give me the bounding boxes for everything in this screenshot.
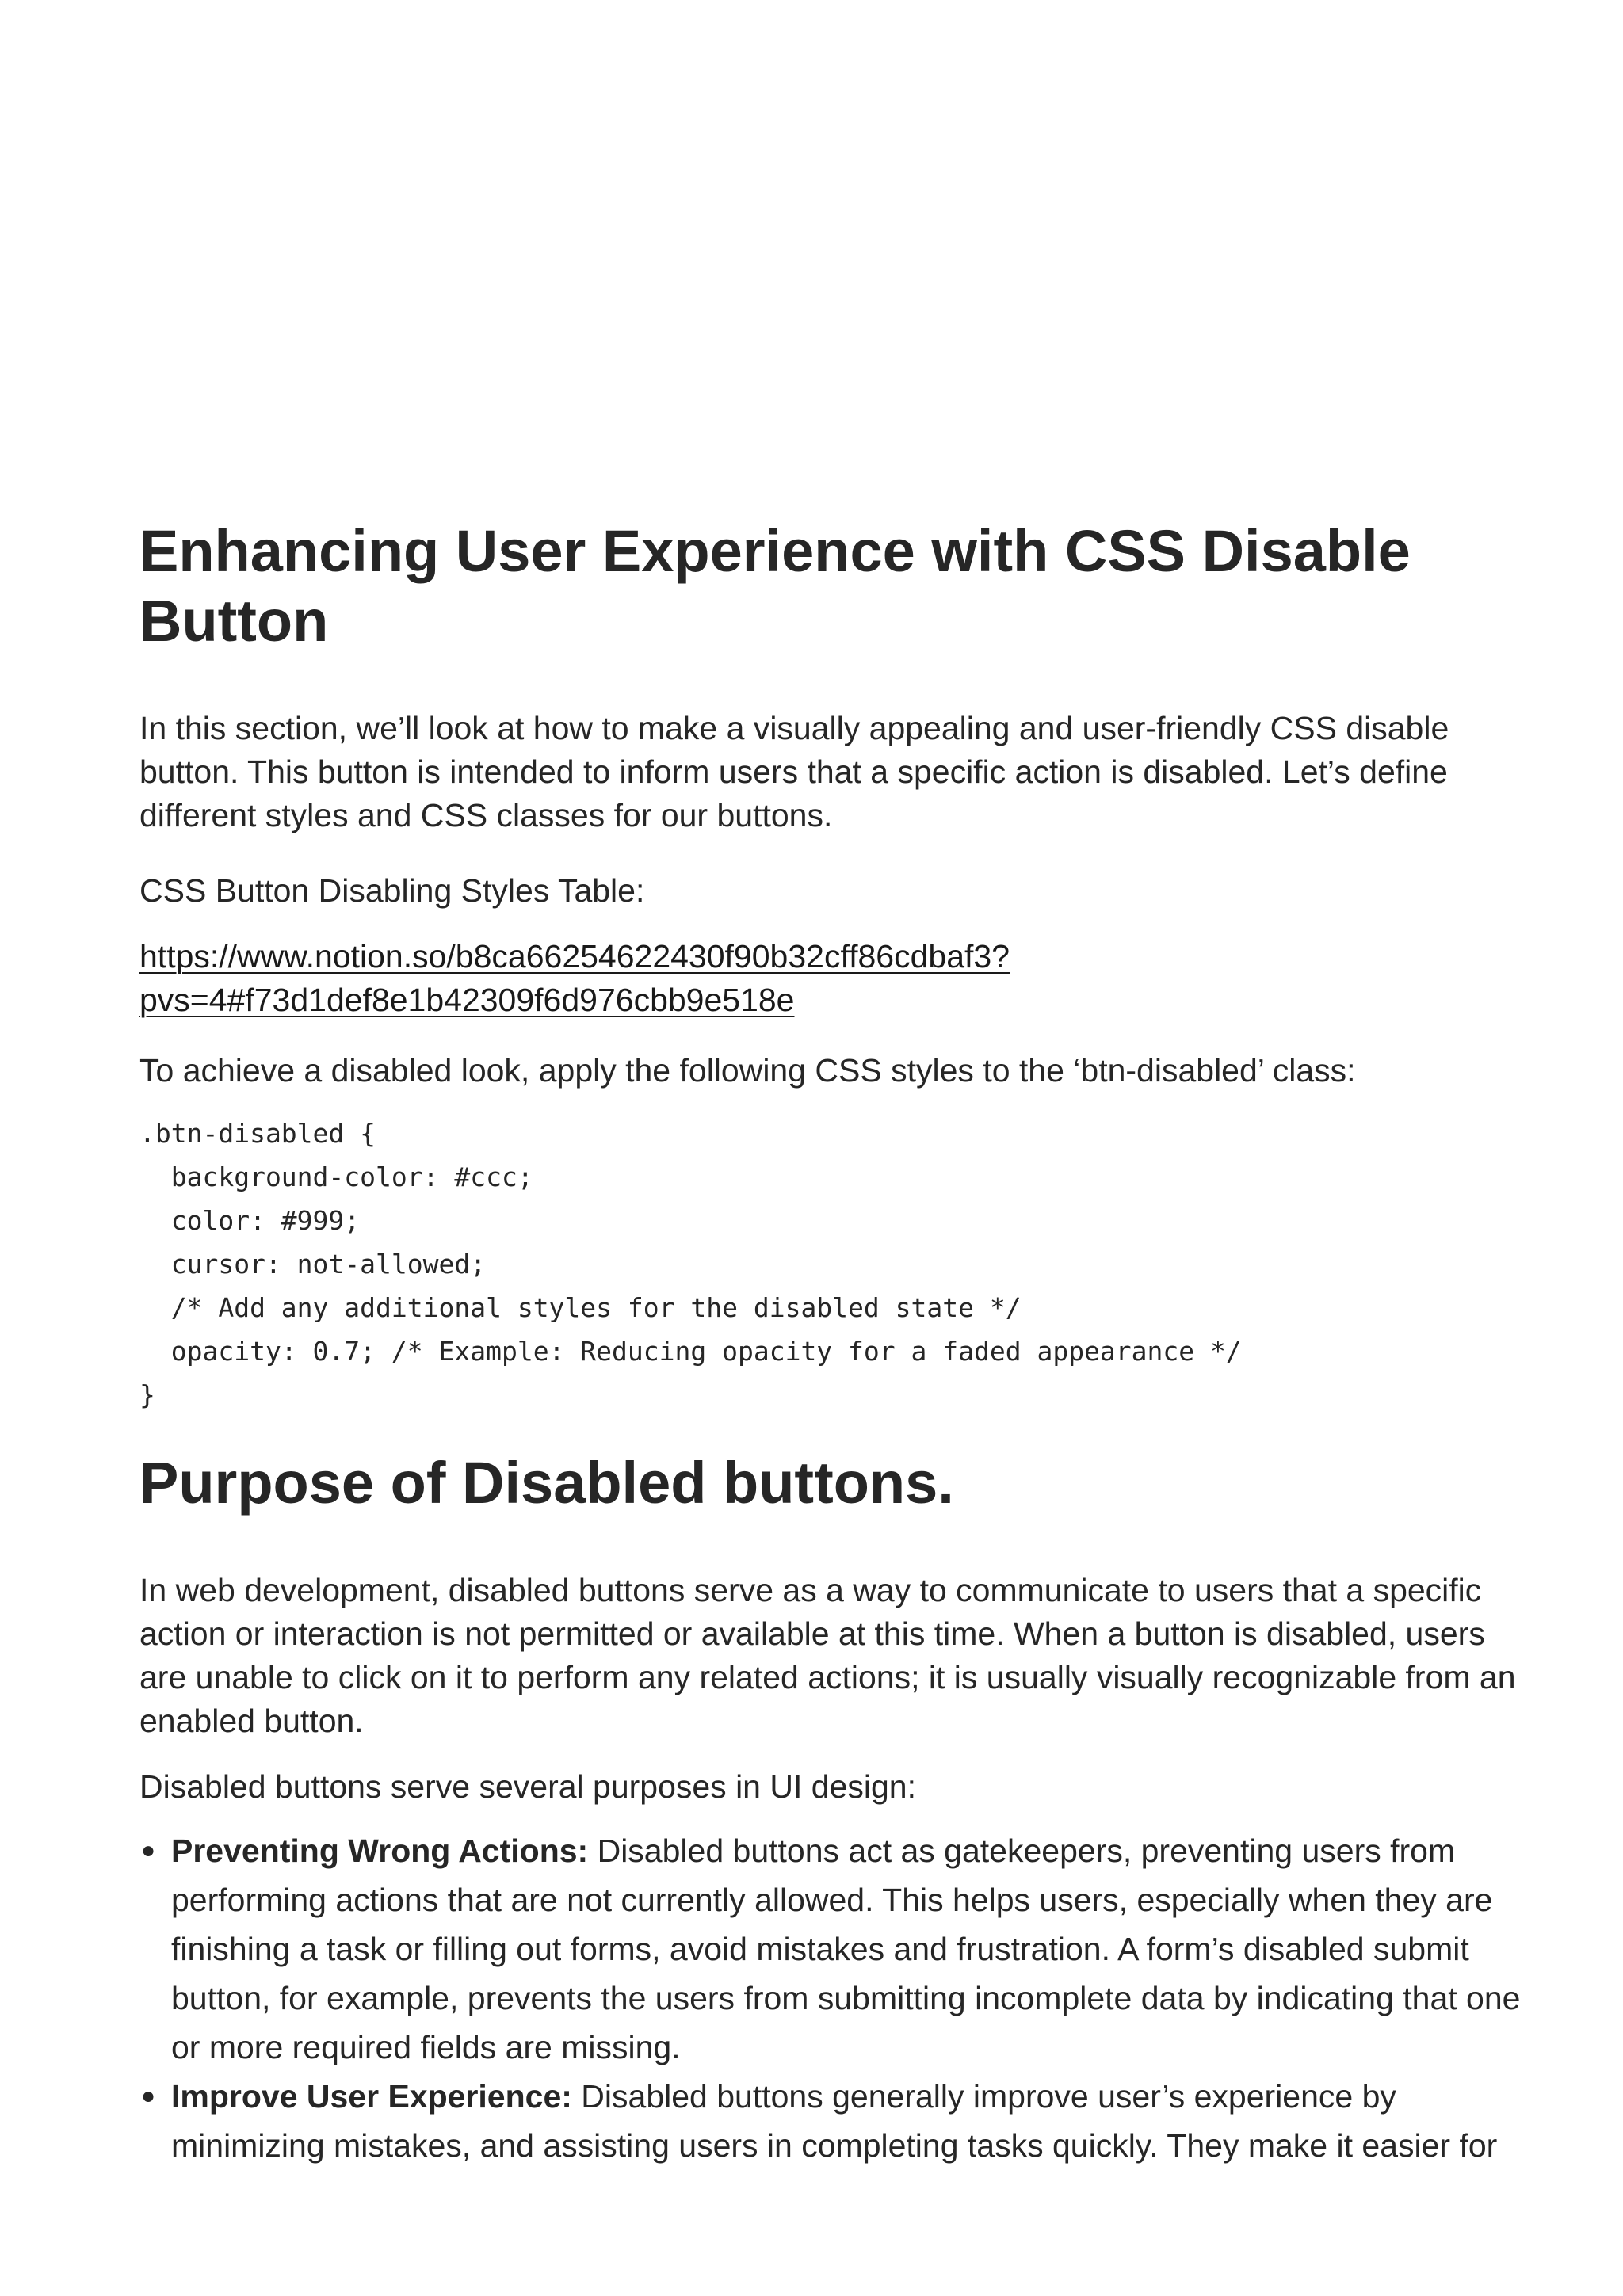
list-item: [141, 1826, 1534, 2072]
styles-table-label: CSS Button Disabling Styles Table:: [139, 872, 645, 909]
section-title-enhancing-ux: Enhancing User Experience with CSS Disable Button: [139, 518, 1411, 654]
list-item-text: Disabled buttons act as gatekeepers, preventing users from performing actions that are not currently allowed. This helps users, especially when they are finishing a task or filling out forms, avoid mistakes and frustration. A form’s disabled submit button, for example, prevents the users from submitting incomplete data by indicating that one or more required fields are missing.: [171, 1833, 1521, 2065]
code-line: opacity: 0.7; /* Example: Reducing opacity for a faded appearance */: [139, 1336, 1242, 1367]
code-line: background-color: #ccc;: [139, 1161, 533, 1192]
intro-paragraph: In this section, we’ll look at how to make a visually appealing and user-friendly CSS disable button. This button is intended to inform users that a specific action is disabled. Let’s define different styles and CSS classes for our buttons.: [139, 710, 1449, 833]
list-item-heading: Preventing Wrong Actions:: [171, 1833, 589, 1869]
css-code-block: [139, 1112, 1534, 1417]
apply-styles-paragraph: To achieve a disabled look, apply the following CSS styles to the ‘btn-disabled’ class:: [139, 1052, 1356, 1089]
code-line: color: #999;: [139, 1205, 361, 1236]
notion-link-line-2[interactable]: pvs=4#f73d1def8e1b42309f6d976cbb9e518e: [139, 982, 795, 1018]
list-item: [141, 2072, 1534, 2170]
document-page: [139, 517, 1534, 2170]
notion-link-line-1[interactable]: https://www.notion.so/b8ca66254622430f90b32cff86cdbaf3?: [139, 938, 1010, 974]
purposes-list-intro: Disabled buttons serve several purposes in UI design:: [139, 1768, 916, 1805]
list-item-text: Disabled buttons generally improve user’s experience by minimizing mistakes, and assisting users in completing tasks quickly. They make it easier for: [171, 2078, 1498, 2164]
code-line: }: [139, 1379, 155, 1410]
purposes-list: [139, 1826, 1534, 2170]
code-line: cursor: not-allowed;: [139, 1249, 487, 1280]
purpose-paragraph: In web development, disabled buttons serve as a way to communicate to users that a specific action or interaction is not permitted or available at this time. When a button is disabled, users are unable to click on it to perform any related actions; it is usually visually recognizable from an enabled button.: [139, 1572, 1516, 1739]
section-title-purpose: Purpose of Disabled buttons.: [139, 1450, 954, 1516]
list-item-heading: Improve User Experience:: [171, 2078, 572, 2115]
notion-link[interactable]: [139, 935, 1534, 1022]
code-line: .btn-disabled {: [139, 1118, 376, 1149]
bullet-icon: ●: [141, 1837, 156, 1863]
bullet-icon: ●: [141, 2083, 156, 2109]
code-line: /* Add any additional styles for the disabled state */: [139, 1292, 1022, 1323]
